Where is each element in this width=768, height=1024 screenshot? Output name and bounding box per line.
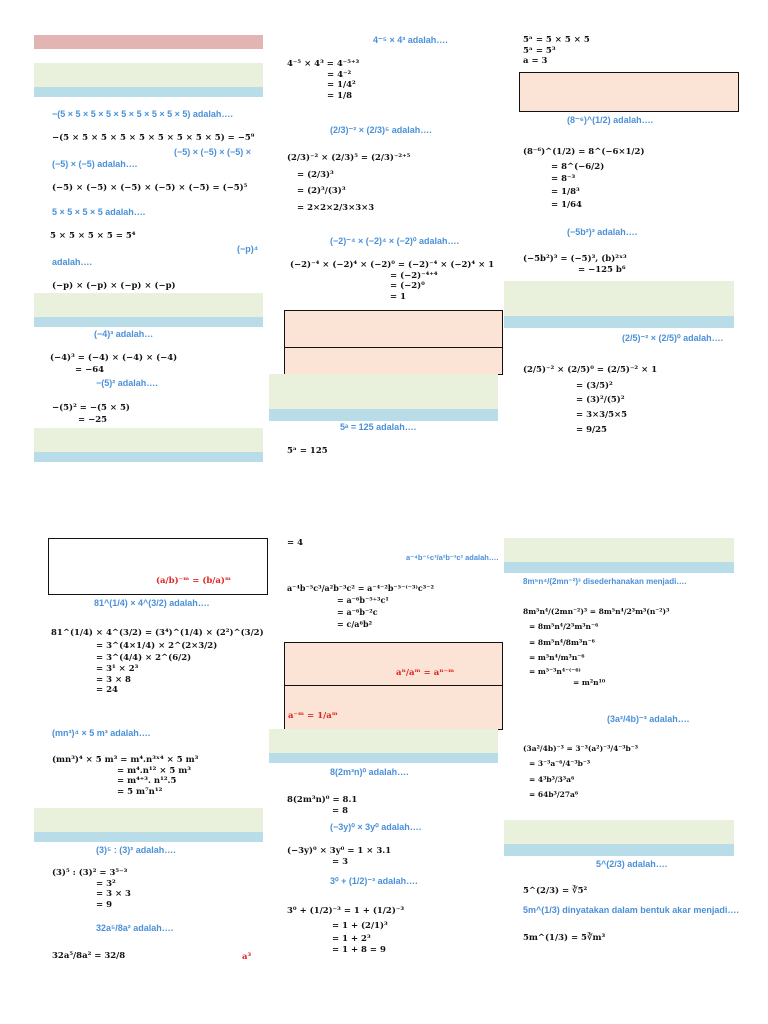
answer-line: = m⁵n⁴/m³n⁻⁶ xyxy=(529,653,585,663)
section-band-green xyxy=(34,428,263,452)
answer-line: = 8⁻³ xyxy=(551,174,576,185)
answer-line: = 3⁻³a⁻⁶/4⁻³b⁻³ xyxy=(529,759,591,769)
answer-text: 5^(2/3) = ∛5² xyxy=(523,886,588,896)
answer-line: (−2)⁻⁴ × (−2)⁴ × (−2)⁰ = (−2)⁻⁴ × (−2)⁴ × 1 xyxy=(290,260,495,270)
answer-line: = 9/25 xyxy=(576,424,607,435)
answer-line: = 1/8³ xyxy=(551,186,580,197)
answer-line: = m²n¹⁰ xyxy=(573,677,606,687)
answer-line: = −125 b⁶ xyxy=(578,264,626,275)
question-text: (−4)³ adalah… xyxy=(94,329,154,339)
answer-line: = a⁻⁶b⁻⁵⁺³c¹ xyxy=(337,595,389,605)
question-text: (−5) × (−5) × (−5) × xyxy=(174,147,252,157)
answer-block xyxy=(523,744,638,800)
question-text: 32a⁵/8a² adalah…. xyxy=(96,923,174,933)
question-text: 81^(1/4) × 4^(3/2) adalah…. xyxy=(94,598,210,608)
section-band-blue xyxy=(269,409,498,421)
answer-line: a = 3 xyxy=(523,56,548,67)
answer-line: = 3¹ × 2³ xyxy=(96,663,139,674)
rule-text: aⁿ/aᵐ = aⁿ⁻ᵐ xyxy=(396,668,455,678)
question-text: (−2)⁻⁴ × (−2)⁴ × (−2)⁰ adalah…. xyxy=(330,236,460,246)
question-text: 8m⁵n⁴/(2mn⁻²)³ disederhanakan menjadi…. xyxy=(523,577,687,586)
answer-line: = 8m⁵n⁴/8m³n⁻⁶ xyxy=(529,637,595,647)
question-text: (mn³)⁴ × 5 m³ adalah…. xyxy=(52,728,151,738)
answer-block xyxy=(523,35,590,67)
answer-line: = (2/3)³ xyxy=(297,169,334,180)
answer-line: = m⁴.n¹² × 5 m³ xyxy=(117,765,192,776)
answer-text: 5ᵃ = 125 xyxy=(287,446,328,456)
answer-line: = 3^(4/4) × 2^(6/2) xyxy=(96,653,192,664)
answer-line: = 1/4² xyxy=(327,80,356,91)
answer-line: = (3/5)² xyxy=(576,380,613,391)
answer-line: (3)⁵ : (3)² = 3⁵⁻³ xyxy=(52,868,128,878)
answer-line: = 9 xyxy=(96,899,112,910)
note-box xyxy=(284,642,503,686)
answer-line: = 1/64 xyxy=(551,199,582,210)
section-band-green xyxy=(504,538,734,562)
answer-text: −(5 × 5 × 5 × 5 × 5 × 5 × 5 × 5 × 5) = −5⁹ xyxy=(52,133,255,143)
note-box xyxy=(284,310,503,348)
question-text: (8⁻⁶)^(1/2) adalah…. xyxy=(567,115,654,125)
answer-line: (3a²/4b)⁻³ = 3⁻³(a²)⁻³/4⁻³b⁻³ xyxy=(523,744,639,753)
section-band-green xyxy=(504,281,734,316)
answer-block xyxy=(51,628,264,696)
answer-text: = −64 xyxy=(75,365,105,375)
answer-block xyxy=(287,59,359,102)
answer-line: = 4⁻² xyxy=(327,69,352,80)
section-band-blue xyxy=(504,844,734,856)
note-box xyxy=(284,347,503,375)
answer-line: (2/3)⁻² × (2/3)⁵ = (2/3)⁻²⁺⁵ xyxy=(287,153,411,163)
answer-line: = (3)²/(5)² xyxy=(576,395,625,406)
header-band-green xyxy=(34,63,263,87)
answer-block xyxy=(523,607,669,687)
answer-line: (mn³)⁴ × 5 m³ = m⁴.n³ˣ⁴ × 5 m³ xyxy=(52,755,199,765)
question-text: (3a²/4b)⁻³ adalah…. xyxy=(607,714,690,724)
answer-line: 5ᵃ = 5 × 5 × 5 xyxy=(523,35,590,45)
answer-line: = a⁻⁶b⁻²c xyxy=(337,607,378,617)
question-text: (−3y)⁰ × 3y⁰ adalah…. xyxy=(330,822,422,832)
header-band-blue xyxy=(34,87,263,97)
answer-line: = 3^(4×1/4) × 2^(2×3/2) xyxy=(96,640,218,651)
answer-line: = (2)³/(3)³ xyxy=(297,186,346,197)
answer-line: = 1 xyxy=(390,291,406,302)
answer-line: (−5b²)³ = (−5)³, (b)²ˣ³ xyxy=(523,254,627,264)
answer-line: (8⁻⁶)^(1/2) = 8^(−6×1/2) xyxy=(523,147,645,157)
section-band-green xyxy=(34,808,263,832)
answer-line: = 1 + 8 = 9 xyxy=(332,944,386,955)
answer-line: = 3² xyxy=(96,878,116,889)
section-band-blue xyxy=(34,317,263,327)
answer-line: 4⁻⁵ × 4³ = 4⁻⁵⁺³ xyxy=(287,59,360,69)
answer-line: = 3 × 3 xyxy=(96,889,131,900)
answer-text: = 4 xyxy=(287,538,303,548)
answer-line: 8(2m³n)⁰ = 8.1 xyxy=(287,795,358,805)
section-band-blue xyxy=(504,316,734,328)
answer-block xyxy=(290,260,494,303)
question-text: 4⁻⁵ × 4³ adalah…. xyxy=(373,35,448,45)
answer-text: (−5) × (−5) × (−5) × (−5) × (−5) = (−5)⁵ xyxy=(52,183,248,193)
note-box xyxy=(519,72,739,112)
answer-block xyxy=(287,153,410,214)
section-band-blue xyxy=(34,452,263,462)
question-text: (−p)⁴ xyxy=(237,244,259,254)
answer-line: = 1 + (2/1)³ xyxy=(332,920,388,931)
answer-line: a⁻⁴b⁻⁵c³/a²b⁻³c² = a⁻⁴⁻²b⁻⁵⁻⁽⁻³⁾c³⁻² xyxy=(287,583,434,593)
rule-text: (a/b)⁻ᵐ = (b/a)ᵐ xyxy=(156,576,232,586)
section-band-green xyxy=(34,293,263,317)
answer-line: 3⁰ + (1/2)⁻³ = 1 + (1/2)⁻³ xyxy=(287,906,405,916)
answer-line: = 64b³/27a⁶ xyxy=(529,790,579,800)
answer-line: = c/a⁶b² xyxy=(337,619,373,629)
answer-line: = 3 × 8 xyxy=(96,674,131,685)
answer-line: 5ᵃ = 5³ xyxy=(523,45,556,56)
question-text: 3⁰ + (1/2)⁻³ adalah…. xyxy=(330,876,418,886)
answer-line: = 1 + 2³ xyxy=(332,934,371,945)
question-text: 5m^(1/3) dinyatakan dalam bentuk akar menjadi…. xyxy=(523,905,739,915)
answer-line: = 8^(−6/2) xyxy=(551,161,605,172)
question-text: 8(2m³n)⁰ adalah…. xyxy=(330,767,409,777)
rule-text: a⁻ᵐ = 1/aᵐ xyxy=(288,711,338,721)
answer-line: (−3y)⁰ × 3y⁰ = 1 × 3.1 xyxy=(287,846,392,856)
question-text: −(5)² adalah…. xyxy=(96,378,158,388)
answer-line: = 24 xyxy=(96,685,118,696)
question-text: (3)⁵ : (3)² adalah…. xyxy=(96,845,176,855)
answer-line: = m⁴⁺³. n¹².5 xyxy=(117,776,177,787)
answer-block xyxy=(287,795,357,816)
answer-line: = 1/8 xyxy=(327,90,353,101)
section-band-blue xyxy=(34,832,263,842)
question-text: 5ᵃ = 125 adalah…. xyxy=(340,422,417,432)
answer-text: (−4)³ = (−4) × (−4) × (−4) xyxy=(50,353,178,363)
answer-block xyxy=(523,365,657,435)
question-text: (−5) × (−5) adalah…. xyxy=(52,159,138,169)
answer-text: 32a⁵/8a² = 32/8 xyxy=(52,951,126,961)
section-band-green xyxy=(504,820,734,844)
answer-line: = 3×3/5×5 xyxy=(576,409,628,420)
answer-line: = 2×2×2/3×3×3 xyxy=(297,202,375,213)
header-band-pink xyxy=(34,35,263,49)
answer-block xyxy=(523,254,627,275)
answer-line: (2/5)⁻² × (2/5)⁰ = (2/5)⁻² × 1 xyxy=(523,365,658,375)
answer-highlight: a³ xyxy=(242,952,252,962)
answer-line: = 8m⁵n⁴/2³m³n⁻⁶ xyxy=(529,622,599,632)
note-box xyxy=(48,538,268,595)
answer-line: = 8 xyxy=(332,805,348,816)
section-band-blue xyxy=(504,562,734,573)
answer-text: = −25 xyxy=(78,415,108,425)
question-text: −(5 × 5 × 5 × 5 × 5 × 5 × 5 × 5 × 5) adalah…. xyxy=(52,109,233,119)
answer-block xyxy=(287,583,434,629)
answer-block xyxy=(287,906,404,956)
answer-text: −(5)² = −(5 × 5) xyxy=(52,403,130,413)
question-text: adalah…. xyxy=(52,257,93,267)
answer-line: = m⁵⁻³n⁴⁻⁽⁻⁶⁾ xyxy=(529,666,581,676)
answer-line: = 4³b³/3³a⁶ xyxy=(529,774,575,784)
answer-block xyxy=(523,147,644,210)
answer-line: 8m⁵n⁴/(2mn⁻²)³ = 8m⁵n⁴/2³m³(n⁻²)³ xyxy=(523,607,670,616)
answer-line: = (−2)⁰ xyxy=(390,281,425,292)
note-box xyxy=(284,685,503,730)
answer-block xyxy=(52,868,131,911)
answer-line: = 5 m⁷n¹² xyxy=(117,786,163,797)
answer-text: (−p) × (−p) × (−p) × (−p) xyxy=(52,281,176,291)
section-band-green xyxy=(269,729,498,753)
question-text: (−5b²)³ adalah…. xyxy=(567,227,638,237)
question-text: (2/3)⁻² × (2/3)⁵ adalah…. xyxy=(330,125,432,135)
answer-block xyxy=(287,846,391,867)
answer-line: = 3 xyxy=(332,856,348,867)
question-text: 5 × 5 × 5 × 5 adalah…. xyxy=(52,207,146,217)
answer-text: 5m^(1/3) = 5∛m³ xyxy=(523,933,606,943)
answer-line: = (−2)⁻⁴⁺⁴ xyxy=(390,270,438,281)
section-band-green xyxy=(269,374,498,409)
question-text: a⁻⁴b⁻⁵c³/a²b⁻³c² adalah…. xyxy=(406,553,499,562)
answer-text: 5 × 5 × 5 × 5 = 5⁴ xyxy=(50,231,136,241)
answer-block xyxy=(52,755,198,798)
question-text: (2/5)⁻² × (2/5)⁰ adalah…. xyxy=(622,333,724,343)
section-band-blue xyxy=(269,753,498,763)
answer-line: 81^(1/4) × 4^(3/2) = (3⁴)^(1/4) × (2²)^(3/2) xyxy=(51,628,264,638)
question-text: 5^(2/3) adalah…. xyxy=(596,859,668,869)
